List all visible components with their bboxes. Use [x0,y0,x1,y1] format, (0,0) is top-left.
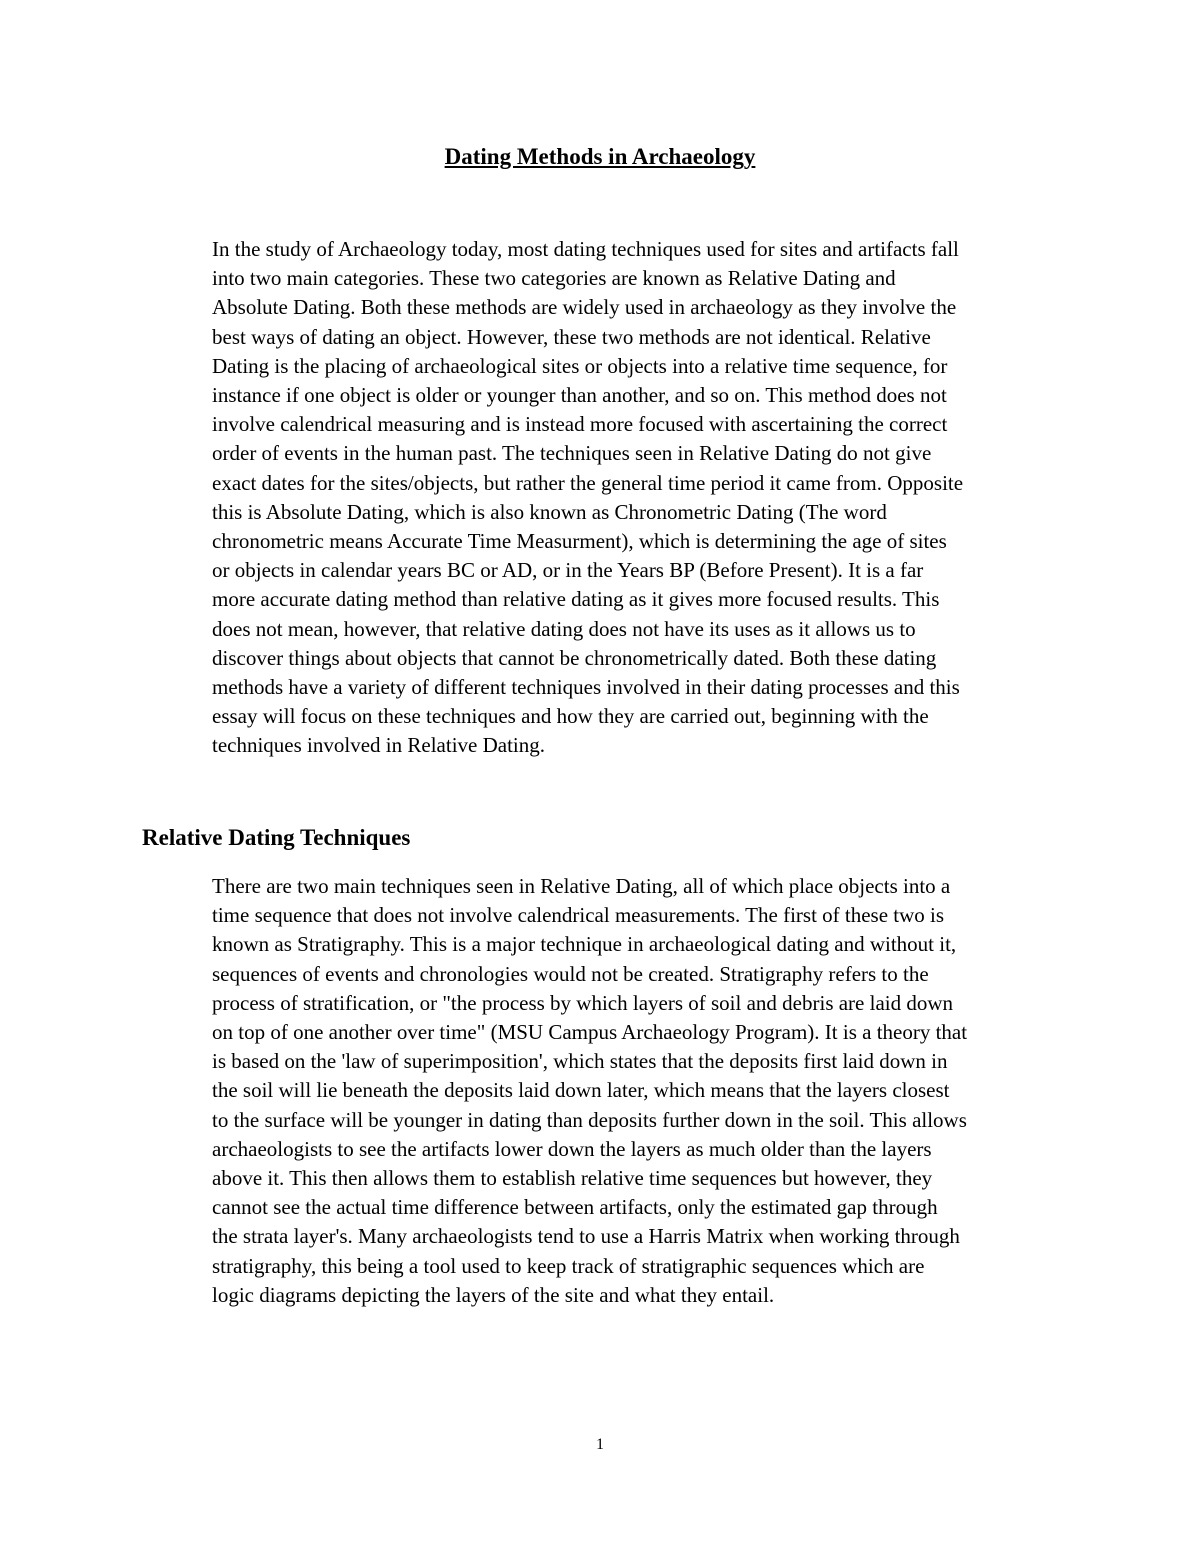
text-line: cannot see the actual time difference between artifacts, only the estimated gap through [212,1195,938,1220]
text-line: process of stratification, or "the process by which layers of soil and debris are laid down [212,990,954,1015]
text-line: stratigraphy, this being a tool used to keep track of stratigraphic sequences which are [212,1253,925,1278]
text-line: on top of one another over time" (MSU Campus Archaeology Program). It is a theory that [212,1020,968,1045]
text-line: time sequence that does not involve calendrical measurements. The first of these two is [212,903,945,928]
text-line: In the study of Archaeology today, most dating techniques used for sites and artifacts fall [212,237,959,261]
section-heading: Relative Dating Techniques [142,825,411,850]
text-line: archaeologists to see the artifacts lower down the layers as much older than the layers [212,1136,932,1161]
text-line: order of events in the human past. The techniques seen in Relative Dating do not give [212,441,932,466]
text-line: or objects in calendar years BC or AD, or in the Years BP (Before Present). It is a far [212,558,924,583]
text-line: sequences of events and chronologies would not be created. Stratigraphy refers to the [212,961,929,986]
text-line: the soil will lie beneath the deposits laid down later, which means that the layers closest [212,1078,950,1103]
text-line: discover things about objects that cannot be chronometrically dated. Both these dating [212,645,937,670]
text-line: essay will focus on these techniques and how they are carried out, beginning with the [212,704,929,729]
page-number: 1 [596,1436,604,1453]
text-line: to the surface will be younger in dating than deposits further down in the soil. This allows [212,1107,967,1132]
text-line: There are two main techniques seen in Relative Dating, all of which place objects into a [212,874,951,898]
text-line: instance if one object is older or younger than another, and so on. This method does not [212,383,947,408]
text-line: into two main categories. These two categories are known as Relative Dating and [212,266,896,291]
text-line: best ways of dating an object. However, these two methods are not identical. Relative [212,324,931,349]
text-line: involve calendrical measuring and is instead more focused with ascertaining the correct [212,412,948,437]
text-line: logic diagrams depicting the layers of the site and what they entail. [212,1282,775,1307]
text-line: Absolute Dating. Both these methods are widely used in archaeology as they involve the [212,295,957,320]
text-line: the strata layer's. Many archaeologists tend to use a Harris Matrix when working through [212,1224,960,1249]
text-line: methods have a variety of different techniques involved in their dating processes and this [212,675,960,700]
text-line: this is Absolute Dating, which is also known as Chronometric Dating (The word [212,499,887,524]
text-line: known as Stratigraphy. This is a major technique in archaeological dating and without it, [212,932,957,957]
intro-paragraph [212,235,1072,761]
text-line: Dating is the placing of archaeological sites or objects into a relative time sequence, for [212,353,948,378]
text-line: exact dates for the sites/objects, but rather the general time period it came from. Opposite [212,470,964,495]
relative-dating-paragraph [212,872,1072,1310]
text-line: is based on the 'law of superimposition', which states that the deposits first laid down in [212,1049,948,1074]
text-line: does not mean, however, that relative dating does not have its uses as it allows us to [212,616,916,641]
text-line: chronometric means Accurate Time Measurment), which is determining the age of sites [212,529,947,554]
text-line: more accurate dating method than relative dating as it gives more focused results. This [212,587,940,612]
document-title: Dating Methods in Archaeology [444,144,756,169]
text-line: above it. This then allows them to establish relative time sequences but however, they [212,1166,933,1191]
text-line: techniques involved in Relative Dating. [212,733,546,758]
